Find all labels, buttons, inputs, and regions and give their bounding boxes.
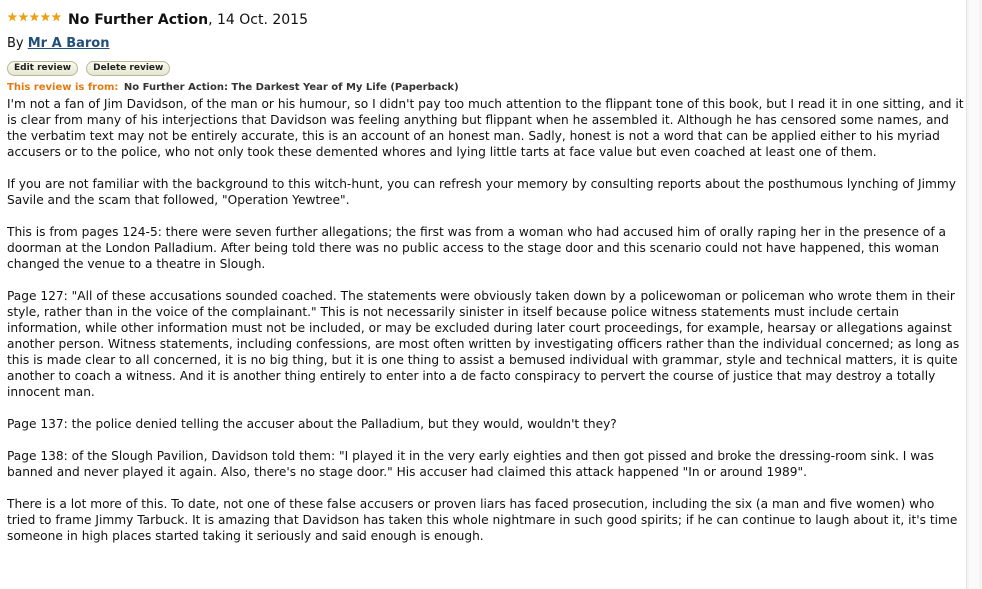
product-title: No Further Action: The Darkest Year of My Life (Paperback)	[123, 82, 459, 93]
star-icon: ★	[51, 10, 62, 24]
star-icon: ★	[29, 10, 40, 24]
review-card	[7, 8, 965, 560]
review-paragraph: Page 127: "All of these accusations sounded coached. The statements were obviously taken down by a policewoman or policeman who wrote them in their style, rather than in the voice of the complainant." This is not necessarily sinister in itself because police witness statements must include certain information, while other information must not be included, or may be excluded during later court proceedings, for example, hearsay or allegations against another person. Witness statements, including confessions, are most often written by investigating officers rather than the individual concerned; as long as this is made clear to all concerned, it is no big thing, but it is one thing to assist a bemused individual with grammar, style and technical matters, it is quite another to coach a witness. And it is another thing entirely to enter into a de facto conspiracy to pervert the course of justice that may destroy a totally innocent man.	[7, 289, 960, 399]
review-title: No Further Action	[68, 12, 209, 28]
star-icon: ★	[18, 10, 29, 24]
review-paragraph: I'm not a fan of Jim Davidson, of the man or his humour, so I didn't pay too much attention to the flippant tone of this book, but I read it in one sitting, and it is clear from many of his interjections that Davidson was feeling anything but flippant when he assembled it. Although he has censored some names, and the verbatim text may not be entirely accurate, this is an account of an honest man. Sadly, honest is not a word that can be applied either to his myriad accusers or to the police, who not only took these demented whores and lying little tarts at face value but even coached at least one of them.	[7, 97, 964, 159]
author-link[interactable]: Mr A Baron	[27, 36, 110, 51]
star-icon: ★	[40, 10, 51, 24]
scrollbar-thumb[interactable]	[969, 0, 979, 589]
edit-review-button[interactable]: Edit review	[7, 61, 78, 76]
star-icon: ★	[7, 10, 18, 24]
review-source-label: This review is from:	[7, 82, 119, 93]
review-paragraph: Page 137: the police denied telling the accuser about the Palladium, but they would, wouldn't they?	[7, 417, 617, 431]
delete-review-button[interactable]: Delete review	[86, 61, 170, 76]
review-paragraph: If you are not familiar with the background to this witch-hunt, you can refresh your memory by consulting reports about the posthumous lynching of Jimmy Savile and the scam that followed, "Operation Yewtree".	[7, 177, 956, 207]
by-label: By	[7, 36, 28, 51]
review-paragraph: This is from pages 124-5: there were seven further allegations; the first was from a woman who had accused him of orally raping her in the presence of a doorman at the London Palladium. After being told there was no public access to the stage door and this scenario could not have happened, this woman changed the venue to a theatre in Slough.	[7, 225, 946, 271]
review-actions	[7, 58, 965, 74]
byline	[7, 36, 965, 52]
review-paragraph: Page 138: of the Slough Pavilion, Davidson told them: "I played it in the very early eighties and then got pissed and broke the dressing-room sink. I was banned and never played it again. Also, there's no stage door." His accuser had claimed this attack happened "In or around 1989".	[7, 449, 935, 479]
review-date: , 14 Oct. 2015	[208, 12, 308, 28]
star-rating	[7, 5, 62, 27]
review-paragraph: There is a lot more of this. To date, not one of these false accusers or proven liars has faced prosecution, including the six (a man and five women) who tried to frame Jimmy Tarbuck. It is amazing that Davidson has taken this whole nightmare in such good spirits; if he can continue to laugh about it, it's time someone in high places started taking it seriously and said enough is enough.	[7, 497, 958, 543]
review-source	[7, 81, 965, 95]
review-header	[7, 8, 965, 30]
review-body	[7, 96, 965, 544]
vertical-scrollbar[interactable]	[966, 0, 982, 589]
